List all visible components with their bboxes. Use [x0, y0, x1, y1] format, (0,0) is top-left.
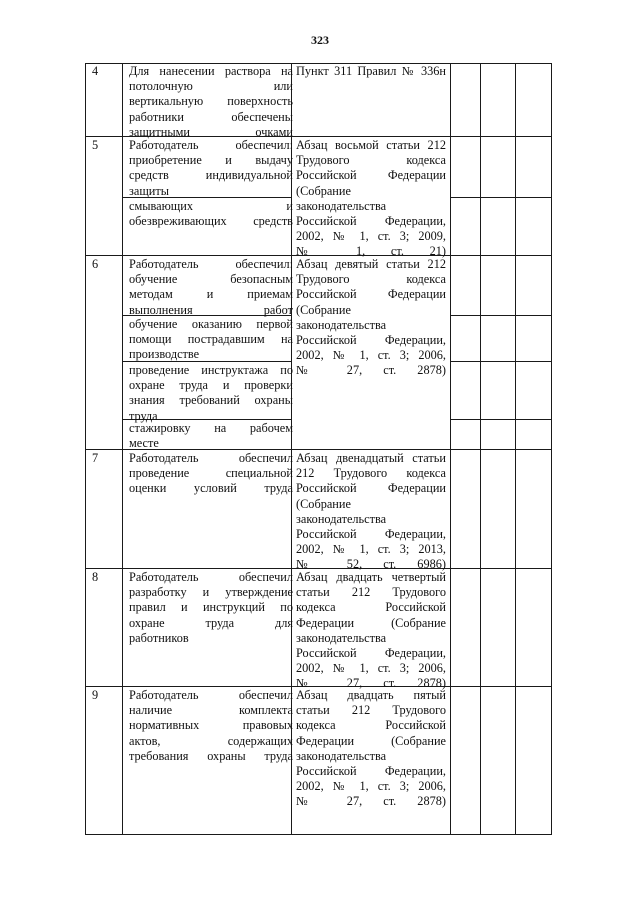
text-line: 2002, № 1, ст. 3; 2006, [296, 779, 446, 794]
text-line: обучение оказанию первой [129, 317, 293, 331]
text-line: № 27, ст. 2878) [296, 676, 446, 691]
row-number: 7 [92, 451, 99, 465]
text-line: Работодатель обеспечил [129, 570, 293, 584]
text-line: № 27, ст. 2878) [296, 363, 446, 378]
text-line: законодательства [296, 630, 387, 645]
sub-requirement-text [129, 363, 293, 424]
text-line: Российской Федерации, [296, 646, 446, 661]
text-line: законодательства [296, 317, 387, 332]
text-line: Российской Федерации [296, 481, 446, 496]
text-line: Трудового кодекса [296, 153, 446, 168]
text-line: Российской Федерации, [296, 527, 446, 542]
text-line: правил и инструкций по [129, 600, 293, 615]
subrow-separator [450, 197, 552, 198]
row-number: 9 [92, 688, 99, 702]
text-line: знания требований охраны [129, 393, 293, 408]
text-line: месте [129, 436, 159, 451]
text-line: смывающих и [129, 199, 293, 213]
sub-requirement-text [129, 199, 293, 229]
text-line: 212 Трудового кодекса [296, 466, 446, 481]
text-line: Работодатель обеспечил: [129, 257, 293, 271]
reference-text [296, 451, 446, 573]
text-line: № 1, ст. 21) [296, 244, 446, 259]
text-line: Абзац восьмой статьи 212 [296, 138, 446, 152]
text-line: (Собрание [296, 302, 351, 317]
text-line: законодательства [296, 198, 387, 213]
text-line: Российской Федерации [296, 287, 446, 302]
subrow-separator [450, 419, 552, 420]
text-line: стажировку на рабочем [129, 421, 293, 435]
text-line: законодательства [296, 748, 387, 763]
text-line: Работодатель обеспечил [129, 451, 293, 465]
text-line: статьи 212 Трудового [296, 703, 446, 718]
text-line: вертикальную поверхность [129, 94, 293, 109]
reference-text [296, 138, 446, 260]
reference-text [296, 688, 446, 810]
text-line: средств индивидуальной [129, 168, 293, 183]
text-line: статьи 212 Трудового [296, 585, 446, 600]
text-line: Работодатель обеспечил: [129, 138, 293, 152]
reference-text [296, 257, 446, 379]
text-line: труда [129, 408, 158, 423]
page-number: 323 [311, 33, 329, 47]
text-line: обучение безопасным [129, 272, 293, 287]
text-line: Работодатель обеспечил [129, 688, 293, 702]
text-line: Пункт 311 Правил № 336н [296, 64, 446, 78]
requirement-text [129, 138, 293, 199]
text-line: законодательства [296, 511, 387, 526]
text-line: Абзац девятый статьи 212 [296, 257, 446, 271]
text-line: методам и приемам [129, 287, 293, 302]
text-line: потолочную или [129, 79, 293, 94]
text-line: Трудового кодекса [296, 272, 446, 287]
text-line: Абзац двенадцатый статьи [296, 451, 446, 465]
text-line: актов, содержащих [129, 733, 293, 748]
text-line: 2002, № 1, ст. 3; 2006, [296, 661, 446, 676]
text-line: приобретение и выдачу [129, 153, 293, 168]
text-line: производстве [129, 347, 200, 362]
text-line: (Собрание [296, 496, 351, 511]
reference-text [296, 64, 446, 79]
text-line: Абзац двадцать четвертый [296, 570, 446, 584]
text-line: проведение инструктажа по [129, 363, 293, 377]
text-line: Российской Федерации, [296, 764, 446, 779]
text-line: Федерации (Собрание [296, 733, 446, 748]
reference-text [296, 570, 446, 692]
text-line: № 52, ст. 6986) [296, 557, 446, 572]
requirement-text [129, 64, 293, 140]
text-line: проведение специальной [129, 466, 293, 481]
row-number: 4 [92, 64, 99, 78]
text-line: оценки условий труда [129, 481, 293, 496]
row-number: 8 [92, 570, 99, 584]
requirement-text [129, 570, 293, 646]
text-line: охране труда для [129, 615, 293, 630]
text-line: Российской Федерации [296, 168, 446, 183]
text-line: защитными очками [129, 124, 293, 139]
text-line: помощи пострадавшим на [129, 332, 293, 347]
requirement-text [129, 451, 293, 497]
text-line: наличие комплекта [129, 703, 293, 718]
text-line: Для нанесении раствора на [129, 64, 293, 78]
text-line: разработку и утверждение [129, 585, 293, 600]
text-line: Российской Федерации, [296, 333, 446, 348]
row-separator [85, 834, 552, 835]
checklist-table [85, 63, 552, 835]
text-line: Абзац двадцать пятый [296, 688, 446, 702]
text-line: кодекса Российской [296, 600, 446, 615]
sub-requirement-text [129, 421, 293, 451]
text-line: 2002, № 1, ст. 3; 2013, [296, 542, 446, 557]
text-line: Российской Федерации, [296, 214, 446, 229]
text-line: кодекса Российской [296, 718, 446, 733]
text-line: 2002, № 1, ст. 3; 2006, [296, 348, 446, 363]
text-line: защиты [129, 183, 170, 198]
text-line: требования охраны труда [129, 748, 293, 763]
requirement-text [129, 257, 293, 318]
text-line: выполнения работ [129, 302, 293, 317]
row-number: 6 [92, 257, 99, 271]
text-line: Федерации (Собрание [296, 615, 446, 630]
subrow-separator [450, 361, 552, 362]
text-line: охране труда и проверки [129, 378, 293, 393]
subrow-separator [450, 315, 552, 316]
text-line: работников [129, 630, 189, 645]
text-line: обезвреживающих средств [129, 214, 293, 229]
text-line: работники обеспечены [129, 109, 293, 124]
text-line: 2002, № 1, ст. 3; 2009, [296, 229, 446, 244]
text-line: (Собрание [296, 183, 351, 198]
text-line: № 27, ст. 2878) [296, 794, 446, 809]
requirement-text [129, 688, 293, 764]
text-line: нормативных правовых [129, 718, 293, 733]
sub-requirement-text [129, 317, 293, 363]
row-number: 5 [92, 138, 99, 152]
